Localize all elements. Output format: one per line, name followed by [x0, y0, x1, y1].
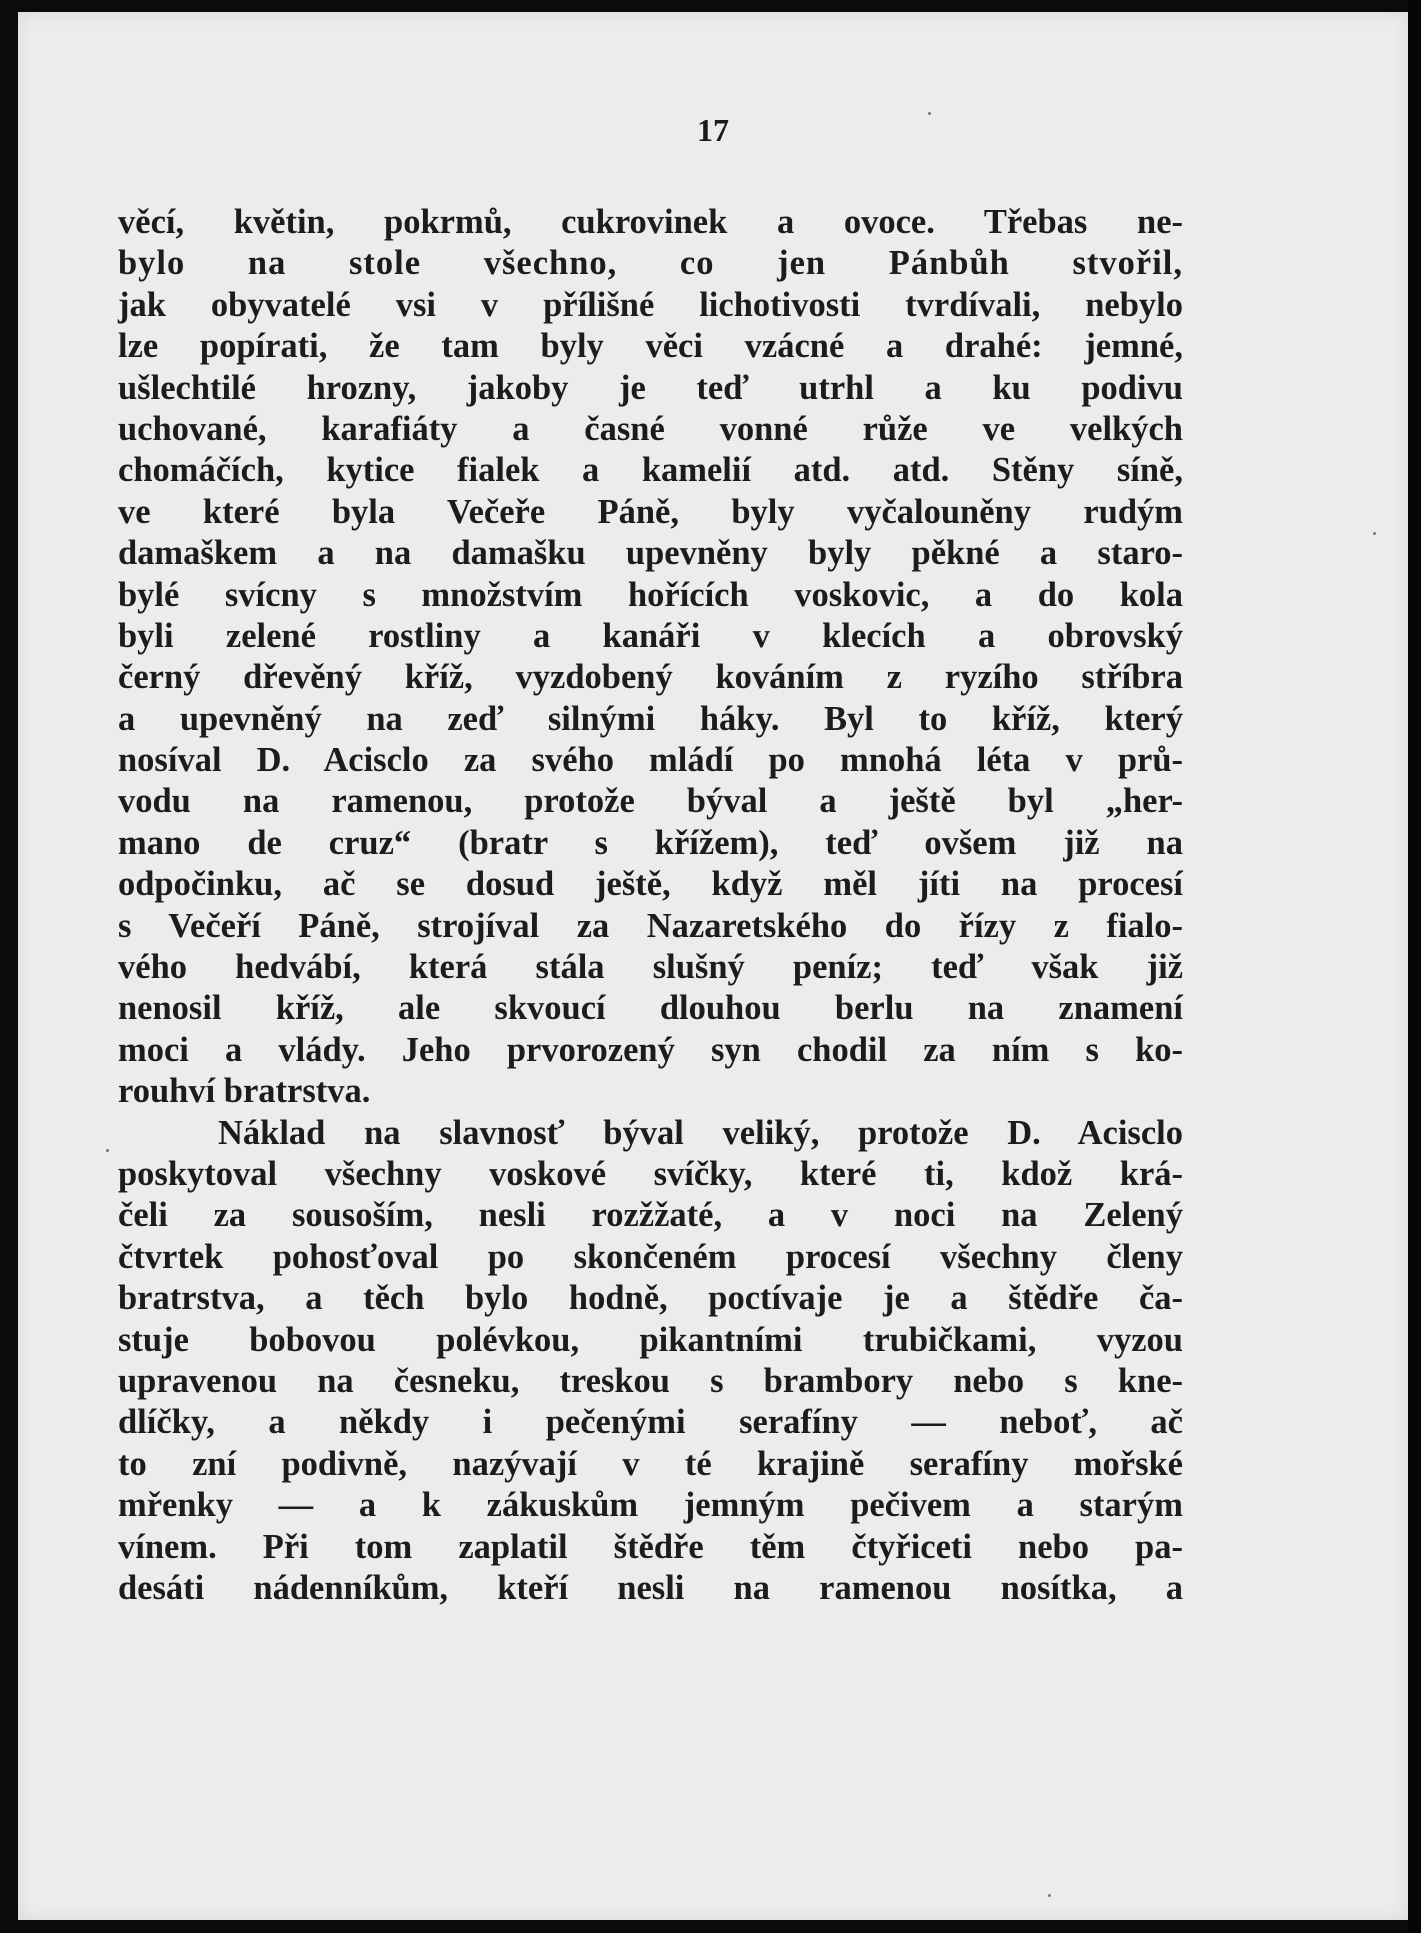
paper-speck	[1048, 1894, 1051, 1897]
text-line: bylé svícny s množstvím hořících voskovic, a do kola	[118, 575, 1183, 614]
text-line: čeli za sousoším, nesli rozžžaté, a v noci na Zelený	[118, 1196, 1183, 1235]
text-line: dlíčky, a někdy i pečenými serafíny — neboť, ač	[118, 1403, 1183, 1442]
page-number: 17	[697, 112, 729, 148]
text-line: to zní podivně, nazývají v té krajině serafíny mořské	[118, 1444, 1183, 1483]
text-line: vodu na ramenou, protože býval a ještě byl „her-	[118, 782, 1183, 821]
text-line: bratrstva, a těch bylo hodně, poctívaje je a štědře ča-	[118, 1279, 1183, 1318]
text-line: ušlechtilé hrozny, jakoby je teď utrhl a ku podivu	[118, 368, 1183, 407]
text-line: moci a vlády. Jeho prvorozený syn chodil za ním s ko-	[118, 1030, 1183, 1069]
text-line: věcí, květin, pokrmů, cukrovinek a ovoce. Třebas ne-	[118, 203, 1183, 241]
text-line: jak obyvatelé vsi v přílišné lichotivosti tvrdívali, nebylo	[118, 285, 1183, 324]
paper-speck	[1373, 532, 1376, 535]
text-line: odpočinku, ač se dosud ještě, když měl jíti na procesí	[118, 865, 1183, 904]
body-text	[118, 202, 1183, 1609]
text-line: poskytoval všechny voskové svíčky, které ti, kdož krá-	[118, 1154, 1183, 1193]
text-line: upravenou na česneku, treskou s brambory nebo s kne-	[118, 1361, 1183, 1400]
scan-edge	[1408, 0, 1421, 1933]
text-line: rouhví bratrstva.	[118, 1072, 371, 1111]
text-line: uchované, karafiáty a časné vonné růže ve velkých	[118, 409, 1183, 448]
text-line: stuje bobovou polévkou, pikantními trubičkami, vyzou	[118, 1320, 1183, 1359]
text-line: černý dřevěný kříž, vyzdobený kováním z ryzího stříbra	[118, 658, 1183, 697]
text-line: damaškem a na damašku upevněny byly pěkné a staro-	[118, 534, 1183, 573]
text-line: vínem. Při tom zaplatil štědře těm čtyřiceti nebo pa-	[118, 1527, 1183, 1566]
text-line: bylo na stole všechno, co jen Pánbůh stvořil,	[118, 244, 1183, 283]
paper-speck	[928, 112, 931, 115]
text-line: nenosil kříž, ale skvoucí dlouhou berlu na znamení	[118, 989, 1183, 1028]
text-line: chomáčích, kytice fialek a kamelií atd. atd. Stěny síně,	[118, 451, 1183, 490]
text-line: mano de cruz“ (bratr s křížem), teď ovšem již na	[118, 823, 1183, 862]
text-line: ve které byla Večeře Páně, byly vyčalouněny rudým	[118, 492, 1183, 531]
text-line: nosíval D. Acisclo za svého mládí po mnohá léta v prů-	[118, 741, 1183, 780]
text-line: vého hedvábí, která stála slušný peníz; teď však již	[118, 948, 1183, 987]
text-line: lze popírati, že tam byly věci vzácné a drahé: jemné,	[118, 327, 1183, 366]
text-line: s Večeří Páně, strojíval za Nazaretského do řízy z fialo-	[118, 906, 1183, 945]
text-line: mřenky — a k zákuskům jemným pečivem a starým	[118, 1486, 1183, 1525]
text-line: čtvrtek pohosťoval po skončeném procesí všechny členy	[118, 1237, 1183, 1276]
text-line: desáti nádenníkům, kteří nesli na ramenou nosítka, a	[118, 1568, 1183, 1607]
text-line: byli zelené rostliny a kanáři v klecích a obrovský	[118, 616, 1183, 655]
paper-speck	[106, 1149, 109, 1152]
text-line: a upevněný na zeď silnými háky. Byl to kříž, který	[118, 699, 1183, 738]
text-line: Náklad na slavnosť býval veliký, protože D. Acisclo	[218, 1113, 1183, 1152]
book-page	[18, 12, 1408, 1920]
